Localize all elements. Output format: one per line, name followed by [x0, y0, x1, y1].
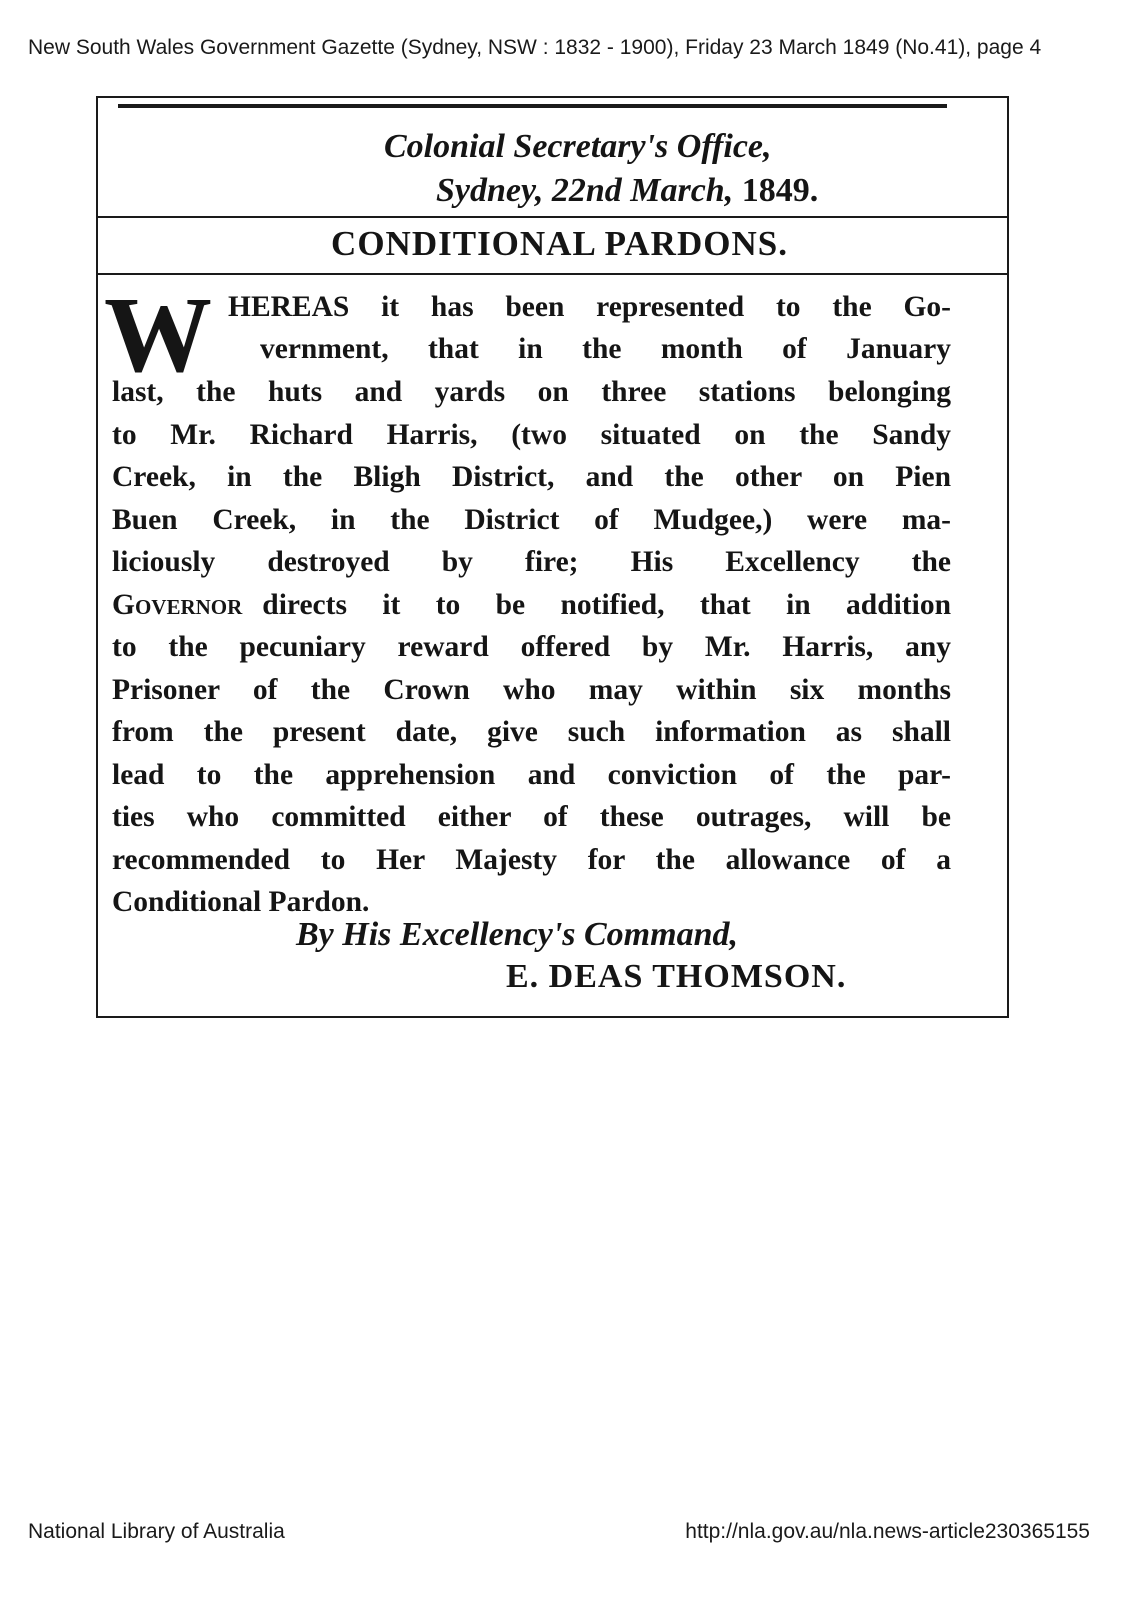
body-line-rest: directs it to be notified, that in addition	[262, 589, 951, 621]
body-line: vernment, that in the month of January	[260, 333, 951, 365]
body-line: to the pecuniary reward offered by Mr. Harris, any	[112, 631, 951, 663]
footer-library: National Library of Australia	[28, 1520, 285, 1543]
citation-header: New South Wales Government Gazette (Sydney, NSW : 1832 - 1900), Friday 23 March 1849 (No.41), page 4	[28, 36, 1042, 59]
office-place-date	[436, 172, 818, 210]
body-line: lead to the apprehension and conviction of the par-	[112, 759, 951, 791]
footer-url: http://nla.gov.au/nla.news-article230365155	[685, 1520, 1090, 1543]
office-place: Sydney, 22nd March,	[436, 172, 734, 209]
body-line: liciously destroyed by fire; His Excellency the	[112, 546, 951, 578]
body-line: from the present date, give such information as shall	[112, 716, 951, 748]
body-line-last: Conditional Pardon.	[112, 886, 370, 918]
signature: E. DEAS THOMSON.	[506, 958, 847, 995]
drop-cap: W	[104, 276, 212, 395]
notice-title: CONDITIONAL PARDONS.	[331, 224, 788, 263]
governor-word: Governor	[112, 589, 243, 621]
divider-rule	[98, 216, 1007, 218]
body-line: recommended to Her Majesty for the allowance of a	[112, 844, 951, 876]
body-line: to Mr. Richard Harris, (two situated on the Sandy	[112, 419, 951, 451]
top-rule	[118, 104, 947, 108]
body-line-governor	[112, 584, 951, 627]
body-line: last, the huts and yards on three stations belonging	[112, 376, 951, 408]
divider-rule	[98, 273, 1007, 275]
body-line: Creek, in the Bligh District, and the other on Pien	[112, 461, 951, 493]
body-line: HEREAS it has been represented to the Go-	[228, 291, 951, 323]
gazette-notice-clipping	[96, 96, 1009, 1018]
body-line: Prisoner of the Crown who may within six months	[112, 674, 951, 706]
office-name: Colonial Secretary's Office,	[384, 128, 772, 165]
command-line: By His Excellency's Command,	[296, 916, 738, 953]
office-year: 1849.	[741, 172, 819, 209]
body-line: ties who committed either of these outrages, will be	[112, 801, 951, 833]
body-line: Buen Creek, in the District of Mudgee,) were ma-	[112, 504, 951, 536]
